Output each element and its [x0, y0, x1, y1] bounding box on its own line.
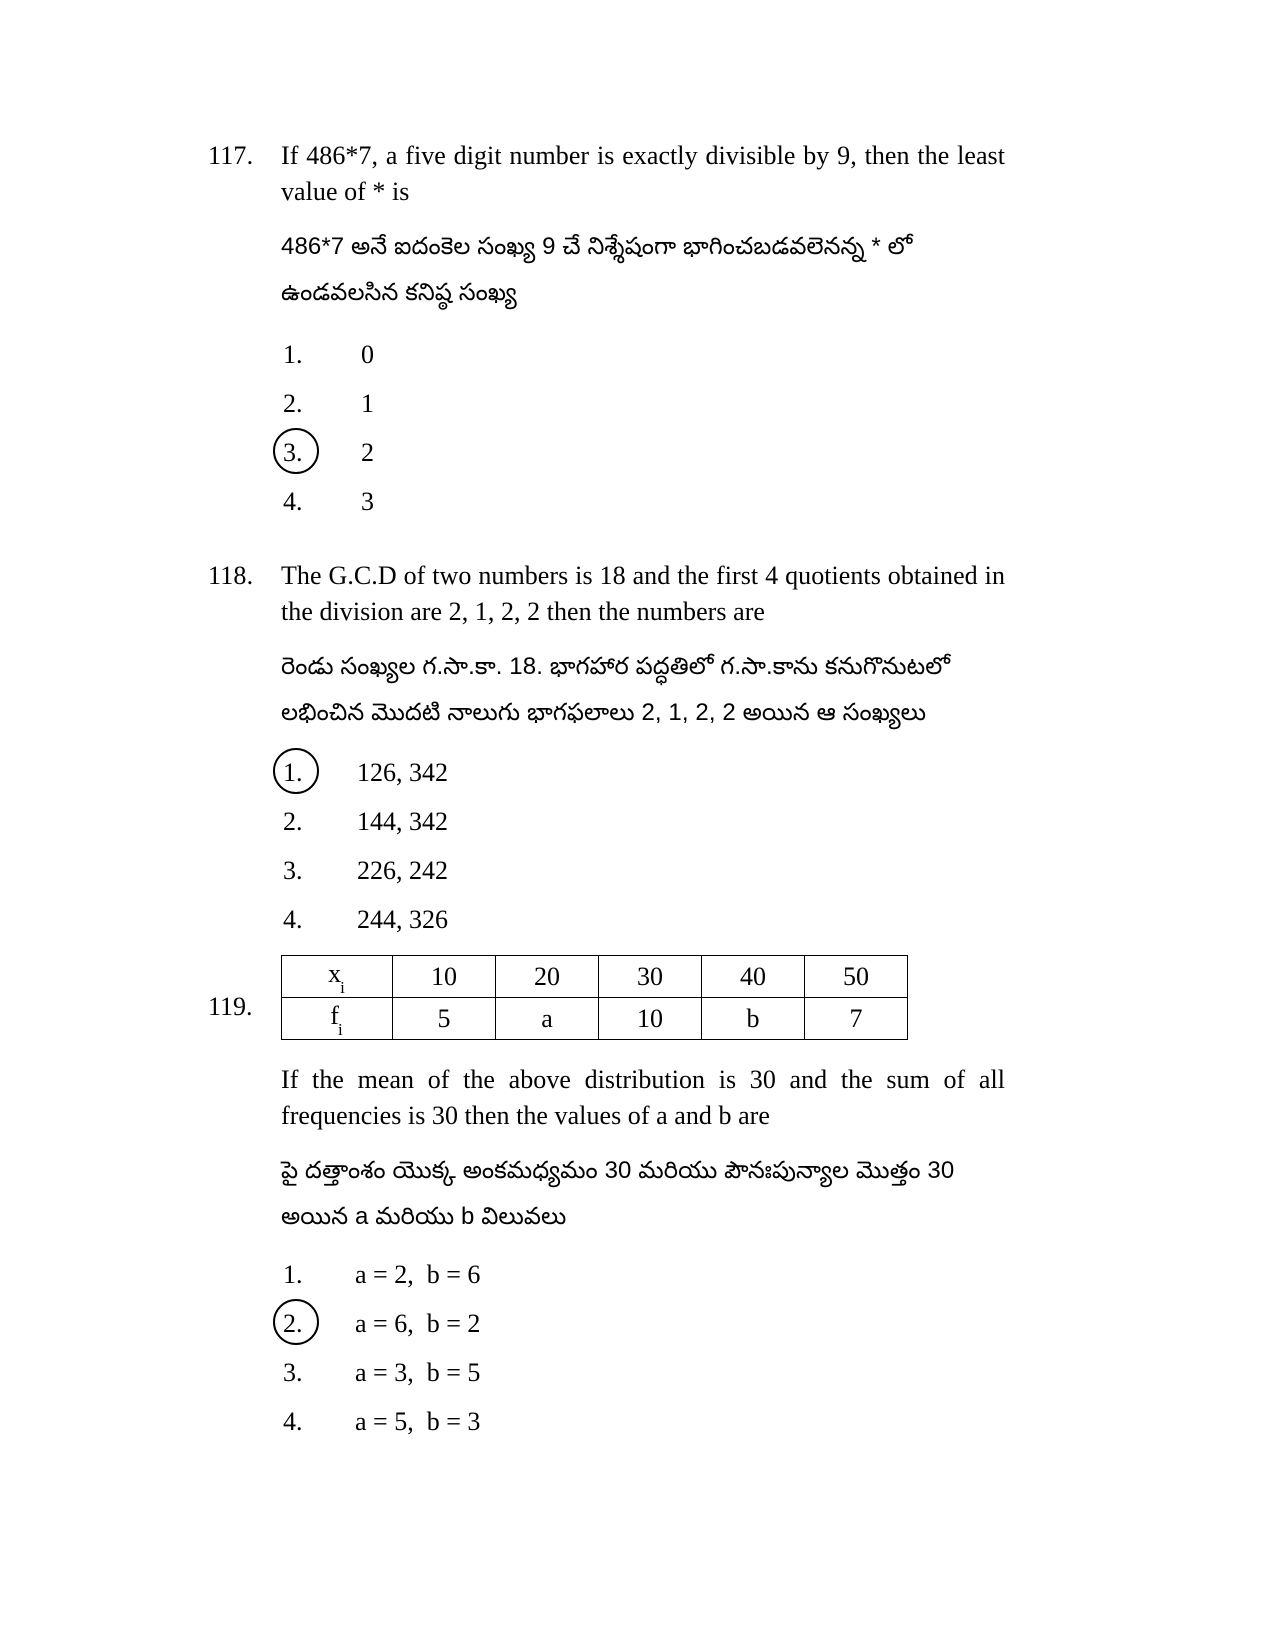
option-text-118-2: 144, 342: [357, 807, 448, 836]
table-cell-fi-5: 7: [805, 998, 908, 1040]
option-item-118-1[interactable]: [281, 756, 1005, 805]
option-item-117-2[interactable]: [281, 387, 1005, 436]
table-cell-xi-2: 20: [496, 956, 599, 998]
option-number-119-1: 1.: [283, 1260, 303, 1289]
option-item-118-2[interactable]: [281, 805, 1005, 854]
question-body-118: [281, 558, 1005, 952]
question-text-telugu-119-line2: అయిన a మరియు b విలువలు: [281, 1203, 567, 1230]
option-number-117-2: 2.: [283, 389, 303, 418]
option-number-117-3-selected: 3.: [281, 436, 355, 470]
option-number-119-2-selected: 2.: [281, 1307, 355, 1341]
option-text-118-1: 126, 342: [357, 758, 448, 787]
table-header-xi: $x_i$: [282, 956, 393, 998]
options-list-119: [281, 1258, 1005, 1454]
question-body-117: [281, 138, 1005, 534]
option-item-119-3[interactable]: [281, 1356, 1005, 1405]
option-number-118-3: 3.: [283, 856, 303, 885]
distribution-table: [281, 955, 908, 1040]
option-text-119-3: a = 3, b = 5: [355, 1358, 481, 1387]
table-row-fi: [282, 998, 908, 1040]
table-cell-fi-1: 5: [393, 998, 496, 1040]
question-number-117: 117.: [208, 141, 254, 170]
question-text-telugu-118-line1: రెండు సంఖ్యల గ.సా.కా. 18. భాగహార పద్ధతిలో గ.సా.కాను కనుగొనుటలో: [281, 653, 951, 680]
option-number-118-4: 4.: [283, 905, 303, 934]
option-text-119-4: a = 5, b = 3: [355, 1407, 481, 1436]
question-number-118: 118.: [208, 561, 254, 590]
table-header-fi: $f_i$: [282, 998, 393, 1040]
option-item-117-1[interactable]: [281, 338, 1005, 387]
question-text-telugu-118-line2: లభించిన మొదటి నాలుగు భాగఫలాలు 2, 1, 2, 2 అయిన ఆ సంఖ్యలు: [281, 699, 927, 726]
option-number-118-2: 2.: [283, 807, 303, 836]
table-cell-fi-2: a: [496, 998, 599, 1040]
question-body-119: [281, 955, 1005, 1454]
table-cell-xi-3: 30: [599, 956, 702, 998]
question-text-english-118: The G.C.D of two numbers is 18 and the first 4 quotients obtained in the division are 2, 1, 2, 2 then the numbers are: [281, 561, 1005, 626]
table-cell-xi-4: 40: [702, 956, 805, 998]
question-text-english-119: If the mean of the above distribution is 30 and the sum of all frequencies is 30 then the values of a and b are: [281, 1065, 1005, 1130]
option-number-117-1: 1.: [283, 340, 303, 369]
table-cell-fi-4: b: [702, 998, 805, 1040]
question-text-telugu-117-line1: 486*7 అనే ఐదంకెల సంఖ్య 9 చే నిశ్శేషంగా భాగించబడవలెనన్న * లో: [281, 233, 913, 260]
option-item-117-3[interactable]: [281, 436, 1005, 485]
option-text-119-1: a = 2, b = 6: [355, 1260, 481, 1289]
option-item-119-4[interactable]: [281, 1405, 1005, 1454]
question-text-telugu-119-line1: పై దత్తాంశం యొక్క అంకమధ్యమం 30 మరియు పౌనఃపున్యాల మొత్తం 30: [281, 1157, 955, 1184]
option-text-118-4: 244, 326: [357, 905, 448, 934]
option-text-118-3: 226, 242: [357, 856, 448, 885]
question-text-english-117: If 486*7, a five digit number is exactly divisible by 9, then the least value of * is: [281, 141, 1005, 206]
option-text-117-2: 1: [361, 389, 374, 418]
option-item-119-2[interactable]: [281, 1307, 1005, 1356]
option-number-119-4: 4.: [283, 1407, 303, 1436]
option-item-119-1[interactable]: [281, 1258, 1005, 1307]
option-item-118-4[interactable]: [281, 903, 1005, 952]
options-list-118: [281, 756, 1005, 952]
table-cell-xi-5: 50: [805, 956, 908, 998]
option-number-119-3: 3.: [283, 1358, 303, 1387]
table-cell-xi-1: 10: [393, 956, 496, 998]
option-text-117-3: 2: [361, 438, 374, 467]
options-list-117: [281, 338, 1005, 534]
option-text-117-4: 3: [361, 487, 374, 516]
option-text-117-1: 0: [361, 340, 374, 369]
option-text-119-2: a = 6, b = 2: [355, 1309, 481, 1338]
table-row-xi: [282, 956, 908, 998]
option-number-117-4: 4.: [283, 487, 303, 516]
option-number-118-1-selected: 1.: [281, 756, 355, 790]
option-item-117-4[interactable]: [281, 485, 1005, 534]
question-text-telugu-117-line2: ఉండవలసిన కనిష్ఠ సంఖ్య: [281, 279, 517, 306]
option-item-118-3[interactable]: [281, 854, 1005, 903]
question-number-119: 119.: [208, 992, 253, 1021]
table-cell-fi-3: 10: [599, 998, 702, 1040]
